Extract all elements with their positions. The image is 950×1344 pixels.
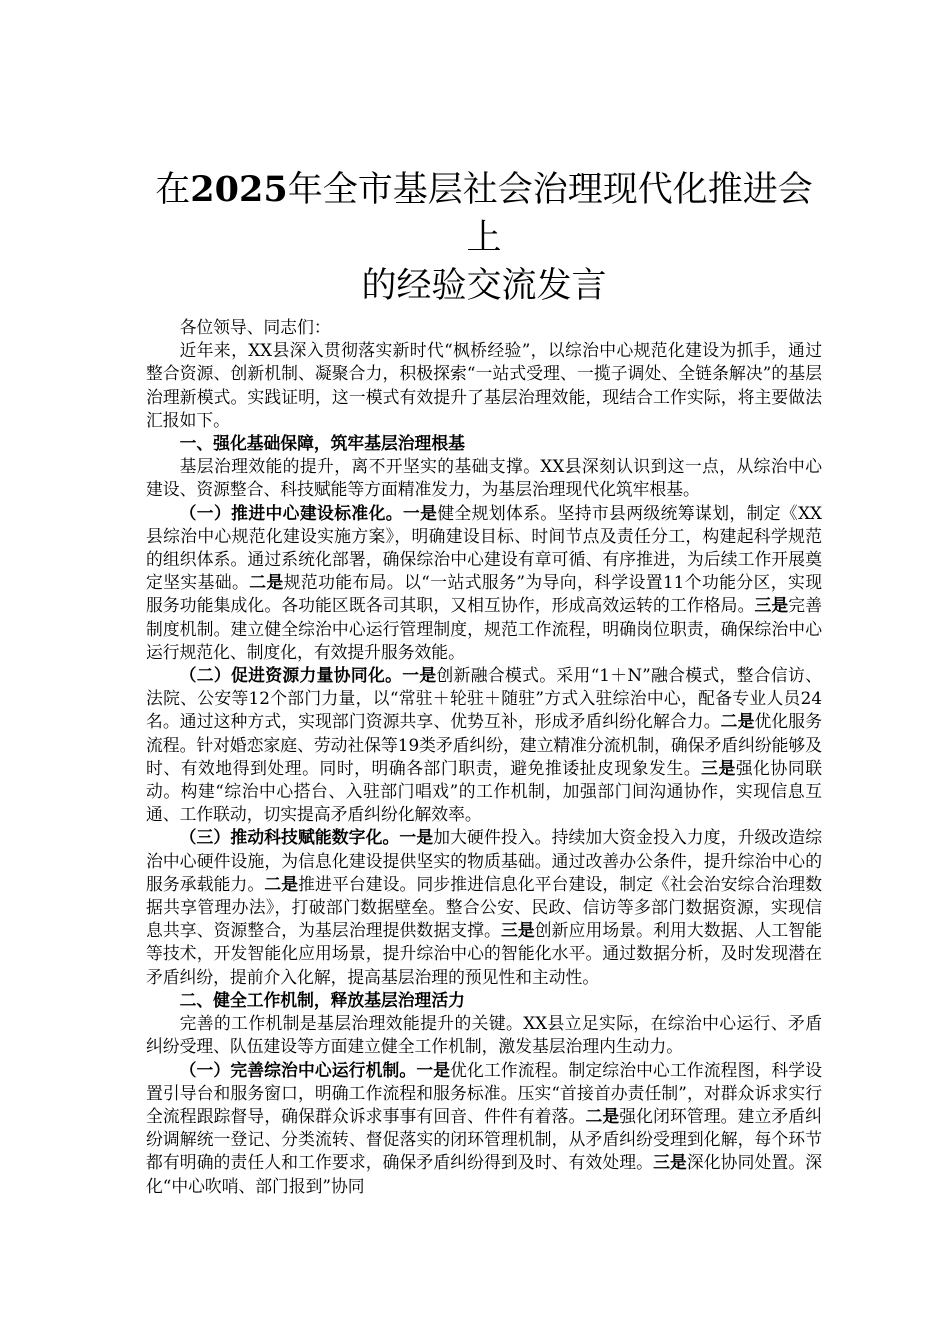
point-text: 创新融合模式。采用“1＋N”融合模式，整合信访、法院、公安等12个部门力量，以“常驻＋轮驻＋随驻”方式入驻综治中心，配备专业人员24名。通过这种方式，实现部门资源共享、优势互补，形成矛盾纠纷化解合力。 [146,665,822,732]
title-line2: 的经验交流发言 [361,266,607,306]
section-2-item-1 [146,1059,822,1198]
point-marker: 二是 [720,711,755,732]
intro-paragraph: 近年来，XX县深入贯彻落实新时代“枫桥经验”，以综治中心规范化建设为抓手，通过整合资源、创新机制、凝聚合力，积极探索“一站式受理、一揽子调处、全链条解决”的基层治理新模式。实践证明，这一模式有效提升了基层治理效能，现结合工作实际，将主要做法汇报如下。 [146,340,822,430]
section-1-heading: 一、强化基础保障，筑牢基层治理根基 [179,433,465,454]
document-body [146,316,822,1198]
point-text: 推进平台建设。同步推进信息化平台建设，制定《社会治安综合治理数据共享管理办法》，打破部门数据壁垒。整合公安、民政、信访等多部门数据资源，实现信息共享、资源整合，为基层治理提供数据支撑。 [146,873,822,941]
point-marker: 三是 [653,1152,687,1173]
point-marker: 一是 [402,502,438,523]
item-title: （一）完善综治中心运行机制。 [179,1059,417,1080]
document-page [146,166,822,1198]
point-text: 创新应用场景。利用大数据、人工智能等技术，开发智能化应用场景，提升综治中心的智能化水平。通过数据分析，及时发现潜在矛盾纠纷，提前介入化解，提高基层治理的预见性和主动性。 [146,920,822,987]
item-title: （三）推动科技赋能数字化。 [179,827,400,848]
point-text: 健全规划体系。坚持市县两级统筹谋划，制定《XX县综治中心规范化建设实施方案》，明确建设目标、时间节点及责任分工，构建起科学规范的组织体系。通过系统化部署，确保综治中心建设有章可循、有序推进，为后续工作开展奠定坚实基础。 [146,502,822,593]
title-line1-rest: 年全市基层社会治理现代化推进会上 [287,170,813,258]
point-marker: 二是 [264,873,299,894]
point-text: 优化工作流程。制定综治中心工作流程图，科学设置引导台和服务窗口，明确工作流程和服务标准。压实“首接首办责任制”，对群众诉求实行全流程跟踪督导，确保群众诉求事事有回音、件件有着落。 [146,1059,822,1126]
item-title: （二）促进资源力量协同化。 [179,665,403,686]
point-marker: 二是 [249,572,284,593]
point-marker: 一是 [399,827,434,848]
item-title: （一）推进中心建设标准化。 [179,502,403,523]
section-2-heading: 二、健全工作机制，释放基层治理活力 [179,989,465,1010]
point-text: 优化服务流程。针对婚恋家庭、劳动社保等19类矛盾纠纷，建立精准分流机制，确保矛盾纠纷能够及时、有效地得到处理。同时，明确各部门职责，避免推诿扯皮现象发生。 [146,711,822,778]
point-text: 规范功能布局。以“一站式服务”为导向，科学设置11个功能分区，实现服务功能集成化。各功能区既各司其职，又相互协作，形成高效运转的工作格局。 [146,572,822,616]
point-text: 强化协同联动。构建“综治中心搭台、入驻部门唱戏”的工作机制，加强部门间沟通协作，实现信息互通、工作联动，切实提高矛盾纠纷化解效率。 [146,757,822,825]
title-prefix: 在 [155,170,191,210]
point-text: 完善制度机制。建立健全综治中心运行管理制度，规范工作流程，明确岗位职责，确保综治中心运行规范化、制度化，有效提升服务效能。 [146,595,822,662]
point-marker: 二是 [585,1105,620,1126]
point-marker: 一是 [402,665,437,686]
point-text: 深化协同处置。深化“中心吹哨、部门报到”协同 [146,1152,822,1196]
section-1-item-2 [146,664,822,826]
point-marker: 三是 [754,595,789,616]
point-marker: 一是 [416,1059,451,1080]
salutation: 各位领导、同志们： [179,317,331,337]
section-1-lead: 基层治理效能的提升，离不开坚实的基础支撑。XX县深刻认识到这一点，从综治中心建设、资源整合、科技赋能等方面精准发力，为基层治理现代化筑牢根基。 [146,456,822,500]
point-marker: 三是 [701,757,736,778]
document-title [146,166,822,310]
section-1-item-3 [146,826,822,988]
title-year: 2025 [190,169,288,210]
section-1-item-1 [146,502,822,664]
point-text: 加大硬件投入。持续加大资金投入力度，升级改造综治中心硬件设施，为信息化建设提供坚实的物质基础。通过改善办公条件，提升综治中心的服务承载能力。 [146,827,822,894]
point-marker: 三是 [500,920,535,941]
point-text: 强化闭环管理。建立矛盾纠纷调解统一登记、分类流转、督促落实的闭环管理机制，从矛盾纠纷受理到化解，每个环节都有明确的责任人和工作要求，确保矛盾纠纷得到及时、有效处理。 [146,1105,822,1173]
section-2-lead: 完善的工作机制是基层治理效能提升的关键。XX县立足实际，在综治中心运行、矛盾纠纷受理、队伍建设等方面建立健全工作机制，激发基层治理内生动力。 [146,1013,822,1057]
